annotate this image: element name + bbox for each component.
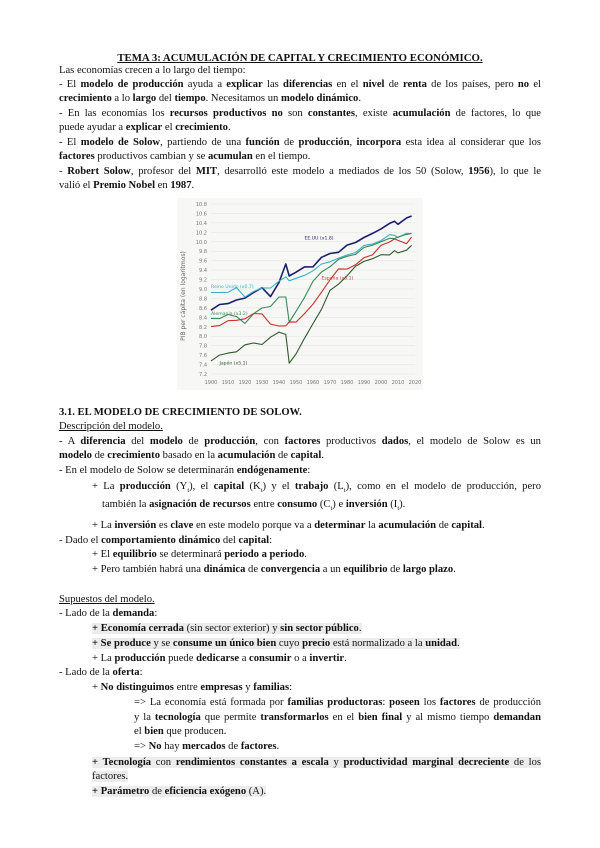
x-tick-label: 1970	[323, 380, 337, 386]
paragraph-line: - Lado de la oferta:	[59, 667, 143, 678]
series-label: España (x3.1)	[321, 276, 354, 282]
chart-background	[177, 198, 423, 390]
list-item: + La inversión es clave en este modelo porque va a determinar la acumulación de capital.	[92, 520, 485, 531]
paragraph-line: crecimiento a lo largo del tiempo. Necesitamos un modelo dinámico.	[59, 93, 362, 104]
list-item: => No hay mercados de factores.	[134, 741, 280, 752]
subsection-heading: Supuestos del modelo.	[59, 594, 155, 605]
x-tick-label: 1980	[340, 380, 354, 386]
y-tick-label: 7.4	[199, 362, 207, 369]
series-label: Japón (x5.1)	[219, 361, 248, 367]
paragraph-line: puede ayudar a explicar el crecimiento.	[59, 122, 231, 133]
x-tick-label: 1900	[204, 380, 218, 386]
paragraph-line: modelo de crecimiento basado en la acumulación de capital.	[59, 450, 324, 461]
y-tick-label: 10.6	[195, 211, 207, 218]
y-tick-label: 8.6	[199, 305, 207, 312]
y-tick-label: 8.4	[199, 315, 207, 322]
y-tick-label: 10.0	[195, 239, 207, 246]
paragraph-line: valió el Premio Nobel en 1987.	[59, 180, 195, 191]
y-axis-label: PIB per cápita (en logaritmos)	[180, 251, 187, 341]
intro-line: Las economías crecen a lo largo del tiempo:	[59, 65, 246, 76]
y-tick-label: 10.8	[195, 202, 207, 208]
x-tick-label: 1990	[357, 380, 371, 386]
list-item: + El equilibrio se determinará periodo a periodo.	[92, 549, 307, 560]
x-tick-label: 1940	[272, 380, 286, 386]
x-tick-label: 1910	[221, 380, 235, 386]
list-item: el bien que producen.	[134, 726, 227, 737]
list-item: + La producción puede dedicarse a consumir o a invertir.	[92, 653, 347, 664]
y-tick-label: 7.8	[199, 343, 207, 350]
y-tick-label: 10.4	[195, 220, 207, 227]
y-tick-label: 8.0	[199, 334, 207, 341]
paragraph-line: factores productivos cambian y se acumulan en el tiempo.	[59, 151, 311, 162]
list-item: factores.	[92, 771, 129, 782]
y-tick-label: 9.0	[199, 287, 207, 293]
subsection-heading: Descripción del modelo.	[59, 421, 163, 432]
list-item: + Economía cerrada (sin sector exterior) y sin sector público.	[92, 623, 362, 634]
paragraph-line: - El modelo de producción ayuda a explicar las diferencias en el nivel de renta de los países, pero no el	[59, 79, 542, 90]
paragraph-line: - Robert Solow, profesor del MIT, desarrolló este modelo a mediados de los 50 (Solow, 1956), lo que le	[59, 166, 541, 177]
y-tick-label: 9.2	[199, 277, 207, 284]
series-label: Reino Unido (x0.7)	[211, 285, 254, 291]
x-tick-label: 1920	[238, 380, 252, 386]
list-item: + Pero también habrá una dinámica de convergencia a un equilibrio de largo plazo.	[92, 564, 456, 575]
list-item: => La economía está formada por familias productoras: poseen los factores de producción	[134, 697, 541, 708]
x-tick-label: 1950	[289, 380, 303, 386]
page-title: TEMA 3: ACUMULACIÓN DE CAPITAL Y CRECIMIENTO ECONÓMICO.	[117, 52, 483, 64]
list-item: + La producción $(Y_t)$, el capital $(K_t)$ y el trabajo $(L_t)$, como en el modelo de producción, pero	[92, 481, 542, 495]
paragraph-line: - Dado el comportamiento dinámico del capital:	[59, 535, 273, 546]
x-tick-label: 2020	[408, 380, 422, 386]
x-tick-label: 1930	[255, 380, 269, 386]
gdp-chart	[177, 198, 423, 390]
series-label: EE.UU (x1.8)	[304, 236, 334, 242]
y-tick-label: 10.2	[195, 230, 207, 237]
paragraph-line: - En las economías los recursos productivos no son constantes, existe acumulación de factores, lo que	[59, 108, 541, 119]
paragraph-line: - A diferencia del modelo de producción, con factores productivos dados, el modelo de Solow es un	[59, 436, 541, 447]
list-item: y la tecnología que permite transformarlos en el bien final y al mismo tiempo demandan	[134, 712, 541, 723]
x-tick-label: 1960	[306, 380, 320, 386]
gdp-chart-svg	[177, 198, 423, 390]
list-item: + Tecnología con rendimientos constantes a escala y productividad marginal decreciente de los	[92, 757, 542, 768]
list-item: también la asignación de recursos entre consumo $(C_t)$ e inversión $(I_t)$.	[102, 499, 406, 513]
list-item: + Parámetro de eficiencia exógeno (A).	[92, 786, 267, 797]
y-tick-label: 9.8	[199, 249, 207, 256]
paragraph-line: - Lado de la demanda:	[59, 608, 158, 619]
paragraph-line: - En el modelo de Solow se determinarán endógenamente:	[59, 465, 311, 476]
x-tick-label: 2010	[391, 380, 405, 386]
series-label: Alemania (x3.2)	[211, 311, 248, 317]
y-tick-label: 9.6	[199, 258, 207, 265]
y-tick-label: 7.2	[199, 372, 207, 378]
y-tick-label: 8.8	[199, 296, 207, 303]
y-tick-label: 8.2	[199, 324, 207, 331]
list-item: + Se produce y se consume un único bien cuyo precio está normalizado a la unidad.	[92, 638, 460, 649]
y-tick-label: 7.6	[199, 353, 207, 360]
list-item: + No distinguimos entre empresas y familias:	[92, 682, 293, 693]
x-tick-label: 2000	[374, 380, 388, 386]
paragraph-line: - El modelo de Solow, partiendo de una función de producción, incorpora esta idea al considerar que los	[59, 137, 542, 148]
y-tick-label: 9.4	[199, 268, 207, 275]
section-heading: 3.1. EL MODELO DE CRECIMIENTO DE SOLOW.	[59, 407, 302, 418]
